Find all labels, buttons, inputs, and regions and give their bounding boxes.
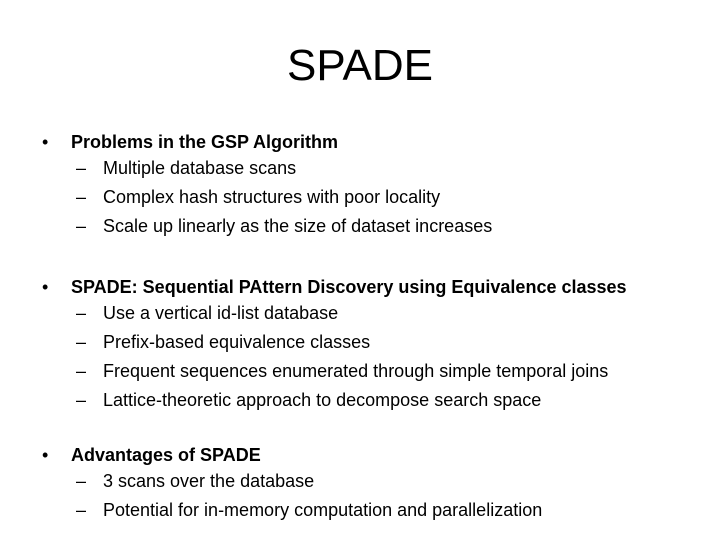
sub-item [0,386,700,415]
bullet-spade-advantages [0,443,700,525]
sub-item [0,299,700,328]
sub-item [0,496,700,525]
bullet-spade-definition [0,275,700,415]
dash-glyph: – [76,500,87,520]
dash-glyph: – [76,187,87,207]
sub-item [0,154,700,183]
sub-item-text: Frequent sequences enumerated through simple temporal joins [103,361,609,381]
sub-item [0,328,700,357]
dash-glyph: – [76,471,87,491]
sub-list [0,467,700,525]
sub-item [0,467,700,496]
dash-glyph: – [76,216,87,236]
bullet-dot: • [42,132,49,152]
slide-title: SPADE [287,41,433,90]
dash-glyph: – [76,390,87,410]
sub-list [0,154,700,241]
dash-glyph: – [76,332,87,352]
dash-glyph: – [76,158,87,178]
sub-item-text: Use a vertical id-list database [103,303,339,323]
bullet-gsp-problems [0,130,700,241]
sub-item [0,357,700,386]
bullet-dot: • [42,277,49,297]
dash-glyph: – [76,361,87,381]
sub-list [0,299,700,415]
sub-item [0,212,700,241]
sub-item-text: 3 scans over the database [103,471,315,491]
dash-glyph: – [76,303,87,323]
bullet-dot: • [42,445,49,465]
sub-item-text: Multiple database scans [103,158,297,178]
sub-item-text: Prefix-based equivalence classes [103,332,371,352]
bullet-label: Problems in the GSP Algorithm [71,132,339,152]
bullet-label: SPADE: Sequential PAttern Discovery using Equivalence classes [71,277,627,297]
sub-item-text: Lattice-theoretic approach to decompose search space [103,390,542,410]
sub-item-text: Scale up linearly as the size of dataset increases [103,216,493,236]
sub-item-text: Potential for in-memory computation and parallelization [103,500,543,520]
bullet-label: Advantages of SPADE [71,445,261,465]
sub-item-text: Complex hash structures with poor locality [103,187,441,207]
sub-item [0,183,700,212]
